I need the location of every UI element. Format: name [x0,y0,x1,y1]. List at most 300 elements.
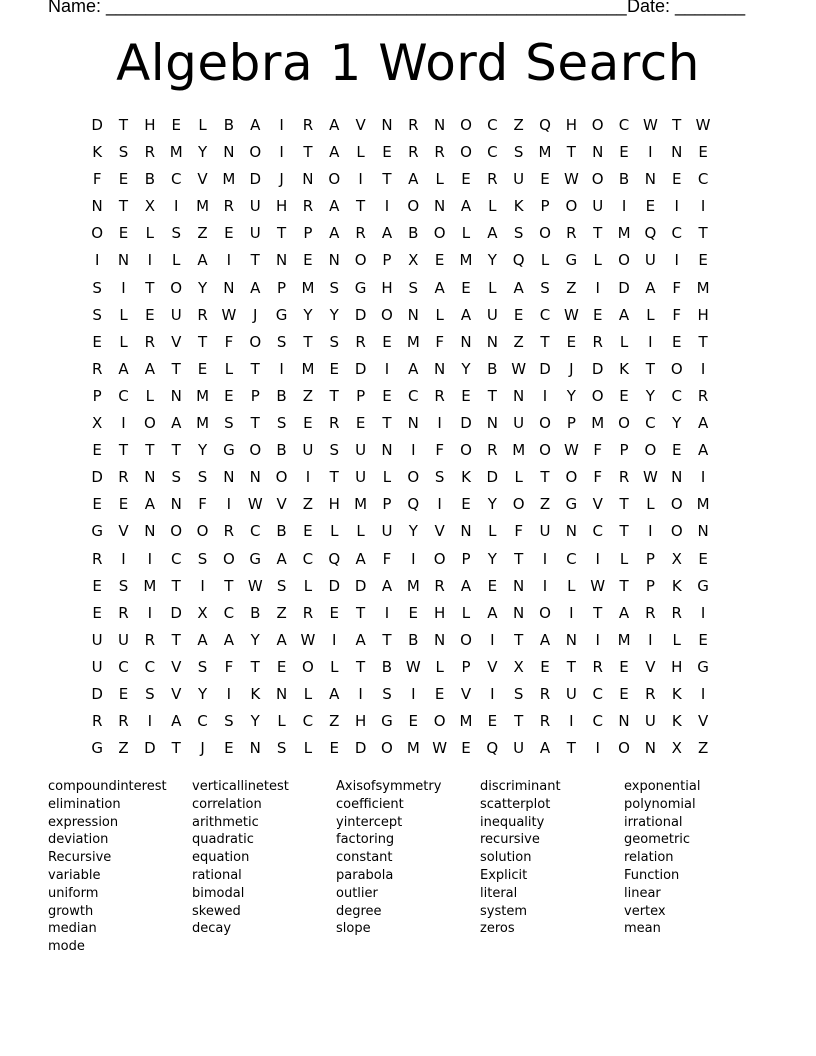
grid-letter: B [276,441,287,460]
grid-letter: V [355,116,366,134]
grid-letter: C [566,549,577,568]
grid-letter: O [381,739,393,758]
grid-letter: R [144,332,156,351]
grid-letter: B [276,386,287,405]
grid-letter: F [382,549,392,568]
grid-letter: T [145,441,155,460]
grid-letter: R [408,116,419,134]
grid-letter: N [117,251,130,270]
grid-letter: A [171,712,182,731]
grid-letter: T [593,603,603,622]
grid-letter: R [118,468,129,487]
grid-letter: I [595,549,600,568]
grid-letter: A [144,495,155,514]
grid-letter: T [540,332,550,351]
grid-letter: L [145,224,155,243]
grid-letter: C [408,386,419,405]
grid-letter: R [566,224,577,243]
grid-letter: N [565,522,577,541]
grid-letter: E [355,414,366,433]
word-list-item: irrational [624,814,683,830]
grid-letter: E [671,441,682,460]
grid-letter: Y [408,522,418,541]
grid-letter: G [565,251,578,270]
grid-letter: A [329,684,340,703]
grid-letter: A [197,251,208,270]
grid-letter: I [595,630,600,649]
grid-letter: E [461,278,471,297]
date-field-label: Date: _______ [627,0,746,16]
grid-letter: D [91,468,103,487]
grid-letter: V [197,170,208,189]
grid-letter: S [197,468,208,487]
grid-letter: I [358,684,363,703]
word-list-item: median [48,921,97,937]
grid-letter: C [170,170,182,189]
grid-letter: A [381,224,393,243]
grid-letter: I [569,603,574,622]
grid-letter: O [433,549,446,568]
grid-letter: U [513,739,525,758]
grid-letter: A [460,197,472,216]
word-list-item: Recursive [48,850,112,866]
grid-letter: O [591,170,604,189]
grid-letter: O [539,414,551,433]
grid-letter: N [381,116,393,134]
grid-letter: P [356,386,366,405]
grid-letter: R [592,657,603,676]
grid-letter: M [696,495,710,514]
grid-letter: A [144,359,155,378]
grid-letter: I [121,414,126,433]
grid-letter: L [119,305,128,324]
grid-letter: Y [487,251,497,270]
grid-letter: Y [197,278,208,297]
grid-letter: T [672,116,682,134]
grid-letter: Q [512,251,525,270]
grid-letter: E [698,251,708,270]
grid-letter: T [356,657,366,676]
grid-letter: I [121,278,126,297]
grid-letter: G [275,305,288,324]
grid-letter: S [92,305,102,324]
grid-letter: E [382,332,392,351]
grid-letter: E [461,386,471,405]
grid-letter: E [408,712,419,731]
grid-letter: I [674,251,679,270]
grid-letter: Y [197,441,208,460]
letter-grid [84,112,716,762]
grid-letter: T [303,143,313,162]
grid-letter: O [539,441,551,460]
grid-letter: H [434,603,446,622]
grid-letter: R [539,684,551,703]
grid-letter: C [592,522,603,541]
grid-letter: R [697,386,709,405]
grid-letter: Q [486,739,499,758]
grid-letter: U [91,657,103,676]
grid-letter: U [644,712,656,731]
grid-letter: I [358,170,363,189]
grid-letter: O [618,739,630,758]
grid-letter: C [539,305,551,324]
grid-letter: A [329,197,340,216]
grid-letter: B [408,630,419,649]
grid-letter: T [356,603,366,622]
grid-letter: D [618,278,630,297]
grid-letter: A [276,630,287,649]
grid-letter: N [565,630,577,649]
grid-letter: I [700,197,706,216]
grid-letter: M [406,332,420,351]
grid-letter: A [618,305,630,324]
grid-letter: N [223,278,235,297]
grid-letter: I [700,359,706,378]
grid-letter: I [332,630,337,649]
grid-letter: C [645,414,656,433]
grid-letter: A [487,603,498,622]
grid-letter: E [303,522,313,541]
grid-letter: T [566,739,576,758]
grid-letter: I [226,684,232,703]
grid-letter: I [648,332,653,351]
grid-letter: A [355,630,366,649]
grid-letter: U [249,197,261,216]
grid-letter: O [670,359,683,378]
grid-letter: H [565,116,577,134]
grid-letter: R [91,359,103,378]
grid-letter: J [253,305,258,324]
grid-letter: A [539,630,551,649]
grid-letter: E [145,305,155,324]
grid-letter: C [671,386,682,405]
grid-letter: T [171,630,181,649]
grid-letter: E [408,603,419,622]
grid-letter: W [642,116,658,134]
grid-letter: I [542,386,548,405]
grid-letter: T [382,170,392,189]
grid-letter: U [118,630,129,649]
grid-letter: T [250,359,260,378]
grid-letter: U [592,197,604,216]
grid-letter: C [302,712,314,731]
grid-letter: B [276,522,287,541]
grid-letter: N [486,332,498,351]
grid-letter: E [92,495,102,514]
grid-letter: W [221,305,237,324]
grid-letter: L [330,522,339,541]
grid-letter: Z [197,224,208,243]
grid-letter: W [511,359,527,378]
grid-letter: T [698,332,708,351]
grid-letter: J [569,359,574,378]
grid-letter: O [433,712,446,731]
grid-letter: D [249,170,262,189]
grid-letter: T [382,630,392,649]
grid-letter: S [118,576,129,595]
grid-letter: I [147,549,153,568]
grid-letter: C [671,224,682,243]
grid-letter: A [697,441,709,460]
grid-letter: I [621,197,627,216]
grid-letter: Q [407,495,420,514]
word-list-item: zeros [480,921,515,937]
grid-letter: N [434,197,446,216]
grid-letter: N [144,468,156,487]
word-list-item: correlation [192,796,262,812]
word-list-item: growth [48,903,94,919]
grid-letter: I [700,603,706,622]
grid-letter: A [118,359,129,378]
grid-letter: E [434,251,445,270]
grid-letter: T [276,224,287,243]
grid-letter: M [354,495,368,514]
grid-letter: F [198,495,207,514]
grid-letter: J [279,170,284,189]
grid-letter: M [301,359,315,378]
word-list-item: rational [192,867,242,883]
grid-letter: E [487,712,498,731]
grid-letter: E [645,197,656,216]
grid-letter: T [250,414,260,433]
grid-letter: M [301,278,315,297]
grid-letter: A [197,630,208,649]
grid-letter: L [488,278,497,297]
grid-letter: T [145,278,155,297]
grid-letter: M [459,712,473,731]
grid-letter: L [540,251,550,270]
grid-letter: D [486,468,499,487]
grid-letter: E [619,386,629,405]
word-list-item: bimodal [192,885,245,901]
grid-letter: N [618,712,630,731]
grid-letter: K [92,143,103,162]
grid-letter: A [276,549,287,568]
grid-letter: G [565,495,578,514]
grid-letter: I [542,576,548,595]
word-list-item: discriminant [480,779,561,794]
grid-letter: D [460,414,472,433]
grid-letter: Y [672,414,682,433]
grid-letter: E [382,143,392,162]
grid-letter: T [356,197,366,216]
grid-letter: E [92,576,102,595]
grid-letter: D [354,305,367,324]
header-line [48,0,768,20]
word-list-item: variable [48,867,101,883]
grid-letter: L [646,305,655,324]
grid-letter: X [144,197,155,216]
grid-letter: T [118,441,129,460]
grid-letter: M [591,414,605,433]
grid-letter: E [619,143,629,162]
word-list [48,778,768,956]
grid-letter: Y [197,143,208,162]
grid-letter: A [171,414,182,433]
grid-letter: I [700,468,706,487]
grid-letter: E [197,359,208,378]
grid-letter: W [405,657,421,676]
grid-letter: N [170,495,182,514]
grid-letter: Z [513,332,524,351]
grid-letter: S [513,684,524,703]
grid-letter: L [488,522,497,541]
grid-letter: N [302,170,314,189]
grid-letter: S [276,332,287,351]
grid-letter: E [276,657,287,676]
grid-letter: O [170,522,183,541]
grid-letter: V [434,522,445,541]
word-list-item: equation [192,850,250,866]
grid-letter: N [460,332,472,351]
grid-letter: L [198,116,207,134]
grid-letter: R [118,712,129,731]
grid-letter: S [513,224,524,243]
grid-letter: G [381,712,393,731]
grid-letter: A [460,305,472,324]
grid-letter: S [513,143,524,162]
grid-letter: T [619,576,629,595]
grid-letter: N [644,170,656,189]
grid-letter: A [223,630,235,649]
grid-letter: L [277,712,286,731]
grid-letter: E [461,170,471,189]
grid-letter: S [276,739,287,758]
word-list-item: system [480,903,527,919]
grid-letter: M [169,143,183,162]
grid-letter: R [329,414,340,433]
grid-letter: X [671,549,682,568]
grid-letter: N [697,522,709,541]
grid-letter: H [671,657,683,676]
grid-letter: F [224,657,234,676]
grid-letter: T [171,739,181,758]
grid-letter: D [91,116,103,134]
word-list-item: elimination [48,796,121,812]
grid-letter: G [249,549,262,568]
grid-letter: R [91,712,103,731]
grid-letter: N [407,305,419,324]
grid-letter: R [434,143,445,162]
grid-letter: I [305,468,311,487]
word-list-item: decay [192,921,232,937]
grid-letter: O [249,332,262,351]
grid-letter: L [488,197,497,216]
grid-letter: I [674,197,679,216]
grid-letter: N [513,386,525,405]
grid-letter: N [170,386,182,405]
grid-letter: Y [250,630,260,649]
grid-letter: O [512,495,525,514]
grid-letter: L [619,549,629,568]
word-list-item: mean [624,921,661,937]
grid-letter: S [197,657,208,676]
name-field-label: Name: ____________________________________________________ [48,0,627,16]
grid-letter: E [92,603,102,622]
grid-letter: O [91,224,104,243]
grid-letter: V [460,684,472,703]
grid-letter: W [695,116,711,134]
grid-letter: E [566,332,577,351]
grid-letter: A [618,603,630,622]
grid-letter: P [92,386,102,405]
grid-letter: T [224,576,234,595]
grid-letter: O [170,278,183,297]
grid-letter: Y [329,305,339,324]
grid-letter: A [408,359,419,378]
grid-letter: V [592,495,603,514]
grid-letter: S [197,549,208,568]
word-list-item: Axisofsymmetry [336,779,442,794]
grid-letter: C [697,170,709,189]
grid-letter: I [384,359,390,378]
grid-letter: L [172,251,181,270]
grid-letter: I [200,576,205,595]
grid-letter: T [593,224,603,243]
grid-letter: E [619,657,629,676]
word-list-item: quadratic [192,832,254,848]
grid-letter: S [329,278,340,297]
grid-letter: O [328,170,341,189]
grid-letter: A [381,576,393,595]
grid-letter: E [434,684,445,703]
grid-letter: T [382,414,392,433]
word-list-item: arithmetic [192,814,259,830]
grid-letter: M [222,170,236,189]
grid-letter: R [197,305,208,324]
grid-letter: M [696,278,710,297]
word-list-item: degree [336,903,382,919]
grid-letter: E [303,414,313,433]
word-list-item: expression [48,814,119,830]
grid-letter: R [618,468,630,487]
grid-letter: U [539,522,551,541]
grid-letter: H [144,116,156,134]
grid-letter: O [539,224,551,243]
grid-letter: T [487,386,497,405]
grid-letter: J [200,739,205,758]
grid-letter: L [593,251,602,270]
grid-letter: O [565,197,578,216]
grid-letter: V [645,657,656,676]
grid-letter: Z [118,739,129,758]
grid-letter: Z [566,278,577,297]
grid-letter: N [249,468,261,487]
grid-letter: L [461,603,471,622]
grid-letter: N [275,251,288,270]
grid-letter: A [487,224,498,243]
grid-letter: T [619,495,629,514]
grid-letter: D [354,576,367,595]
grid-letter: S [408,278,419,297]
grid-letter: A [329,116,340,134]
word-list-item: verticallinetest [192,779,289,794]
grid-letter: I [411,441,416,460]
grid-letter: I [121,549,126,568]
grid-letter: M [196,386,210,405]
grid-letter: U [565,684,577,703]
grid-letter: C [302,549,314,568]
grid-letter: P [540,197,550,216]
grid-letter: B [144,170,155,189]
word-list-item: skewed [192,903,241,919]
grid-letter: O [249,143,262,162]
grid-letter: N [249,739,261,758]
grid-letter: R [434,576,445,595]
grid-letter: E [671,170,682,189]
grid-letter: A [539,739,551,758]
grid-letter: S [145,684,155,703]
